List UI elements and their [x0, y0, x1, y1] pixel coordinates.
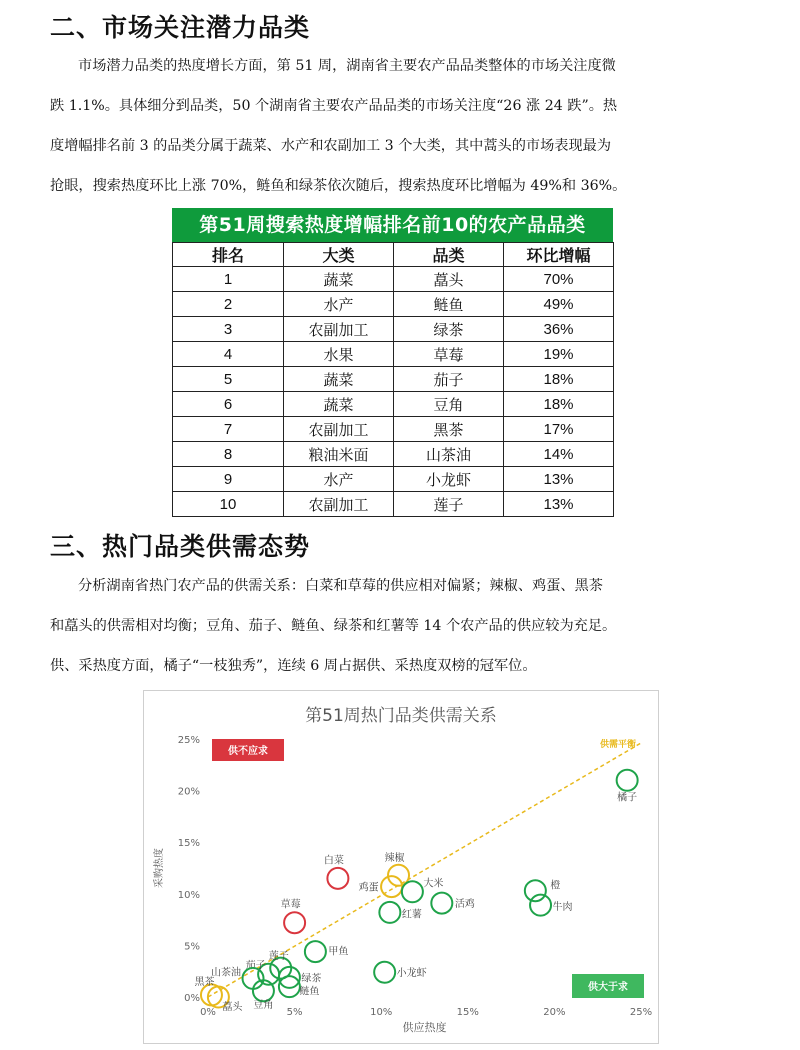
y-tick-label: 15% — [177, 838, 200, 850]
cell-category: 蔬菜 — [284, 267, 394, 292]
table-row — [173, 492, 614, 517]
y-axis-label: 采购热度 — [154, 848, 165, 888]
cell-growth: 18% — [504, 367, 614, 392]
scatter-point — [279, 976, 300, 997]
chart-svg — [144, 691, 658, 1043]
cell-growth: 13% — [504, 492, 614, 517]
point-label: 绿茶 — [301, 973, 322, 985]
cell-growth: 36% — [504, 317, 614, 342]
paragraph-line: 度增幅排名前 3 的品类分属于蔬菜、水产和农副加工 3 个大类，其中蒿头的市场表现最为 — [50, 138, 612, 154]
scatter-point — [530, 895, 551, 916]
cell-rank: 6 — [173, 392, 284, 417]
cell-category: 水产 — [284, 467, 394, 492]
y-tick-label: 25% — [177, 735, 200, 746]
paragraph-line: 抢眼，搜索热度环比上涨 70%，鲢鱼和绿茶依次随后，搜索热度环比增幅为 49%和 36%。 — [50, 178, 627, 194]
cell-item: 草莓 — [394, 342, 504, 367]
cell-item: 莲子 — [394, 492, 504, 517]
y-tick-label: 5% — [184, 941, 200, 953]
cell-growth: 19% — [504, 342, 614, 367]
scatter-point — [617, 770, 638, 791]
cell-rank: 7 — [173, 417, 284, 442]
cell-rank: 1 — [173, 267, 284, 292]
x-tick-label: 25% — [629, 1007, 653, 1018]
paragraph-line: 市场潜力品类的热度增长方面，第 51 周，湖南省主要农产品品类整体的市场关注度微 — [78, 58, 616, 74]
x-tick-label: 0% — [200, 1007, 216, 1018]
x-axis-label: 供应热度 — [402, 1021, 447, 1034]
cell-item: 茄子 — [394, 367, 504, 392]
point-label: 橘子 — [617, 792, 638, 804]
scatter-point — [402, 881, 423, 902]
x-tick-label: 10% — [370, 1007, 393, 1018]
x-tick-label: 15% — [456, 1007, 479, 1018]
point-label: 大米 — [423, 878, 444, 890]
point-label: 小龙虾 — [396, 968, 427, 980]
cell-item: 绿茶 — [394, 317, 504, 342]
table-row — [173, 442, 614, 467]
section-heading-potential: 二、市场关注潜力品类 — [50, 13, 311, 42]
x-tick-label: 20% — [543, 1007, 566, 1018]
paragraph-line: 跌 1.1%。具体细分到品类，50 个湖南省主要农产品品类的市场关注度“26 涨 24 跌”。热 — [50, 98, 618, 114]
cell-growth: 17% — [504, 417, 614, 442]
paragraph-line: 供、采热度方面，橘子“一枝独秀”，连续 6 周占据供、采热度双榜的冠军位。 — [50, 658, 537, 674]
cell-category: 水产 — [284, 292, 394, 317]
cell-category: 水果 — [284, 342, 394, 367]
header-rank: 排名 — [173, 243, 284, 267]
table-row — [173, 392, 614, 417]
cell-item: 鲢鱼 — [394, 292, 504, 317]
table-row — [173, 267, 614, 292]
table-row — [173, 367, 614, 392]
balance-line-label: 供需平衡 — [599, 740, 636, 750]
point-label: 山茶油 — [211, 967, 242, 979]
y-tick-label: 20% — [177, 786, 200, 798]
scatter-point — [279, 967, 300, 988]
section-paragraph-potential — [50, 46, 750, 206]
header-category: 大类 — [284, 243, 394, 267]
scatter-point — [284, 912, 305, 933]
cell-growth: 49% — [504, 292, 614, 317]
y-tick-label: 10% — [177, 889, 200, 901]
point-label: 豆角 — [253, 999, 274, 1011]
paragraph-line: 分析湖南省热门农产品的供需关系：白菜和草莓的供应相对偏紧；辣椒、鸡蛋、黑茶 — [78, 578, 603, 594]
region-label-ample: 供大于求 — [588, 982, 628, 993]
ranking-table-block — [172, 208, 613, 517]
cell-item: 山茶油 — [394, 442, 504, 467]
cell-category: 蔬菜 — [284, 392, 394, 417]
cell-rank: 3 — [173, 317, 284, 342]
table-header-row — [173, 243, 614, 267]
cell-item: 藠头 — [394, 267, 504, 292]
cell-category: 粮油米面 — [284, 442, 394, 467]
point-label: 藠头 — [222, 1002, 243, 1013]
table-row — [173, 292, 614, 317]
cell-item: 豆角 — [394, 392, 504, 417]
cell-rank: 9 — [173, 467, 284, 492]
paragraph-line: 和藠头的供需相对均衡；豆角、茄子、鲢鱼、绿茶和红薯等 14 个农产品的供应较为充足。 — [50, 618, 617, 634]
cell-growth: 13% — [504, 467, 614, 492]
cell-growth: 14% — [504, 442, 614, 467]
cell-category: 农副加工 — [284, 492, 394, 517]
table-row — [173, 417, 614, 442]
table-row — [173, 342, 614, 367]
cell-item: 黑茶 — [394, 417, 504, 442]
supply-demand-chart — [143, 690, 659, 1044]
point-label: 红薯 — [401, 909, 422, 921]
section-paragraph-supply-demand — [50, 566, 750, 686]
header-item: 品类 — [394, 243, 504, 267]
point-label: 茄子 — [245, 960, 266, 972]
table-title: 第51周搜索热度增幅排名前10的农产品品类 — [172, 208, 613, 242]
header-growth: 环比增幅 — [504, 243, 614, 267]
cell-rank: 5 — [173, 367, 284, 392]
cell-growth: 70% — [504, 267, 614, 292]
cell-rank: 10 — [173, 492, 284, 517]
point-label: 活鸡 — [454, 899, 475, 911]
region-label-short: 供不应求 — [228, 746, 268, 757]
scatter-point — [525, 880, 546, 901]
point-label: 黑茶 — [194, 976, 215, 988]
table-row — [173, 317, 614, 342]
cell-item: 小龙虾 — [394, 467, 504, 492]
scatter-point — [379, 902, 400, 923]
x-tick-label: 5% — [286, 1007, 303, 1018]
point-label: 牛肉 — [552, 902, 573, 914]
cell-rank: 8 — [173, 442, 284, 467]
point-label: 草莓 — [280, 899, 301, 911]
chart-title: 第51周热门品类供需关系 — [305, 706, 497, 726]
scatter-point — [305, 941, 326, 962]
point-label: 鲢鱼 — [299, 986, 320, 998]
ranking-table — [172, 242, 614, 517]
scatter-point — [327, 868, 348, 889]
cell-category: 农副加工 — [284, 417, 394, 442]
section-heading-supply-demand: 三、热门品类供需态势 — [50, 532, 311, 561]
scatter-point — [431, 893, 452, 914]
point-label: 莲子 — [268, 951, 289, 963]
point-label: 鸡蛋 — [358, 882, 379, 894]
point-label: 橙 — [550, 880, 561, 892]
cell-rank: 4 — [173, 342, 284, 367]
point-label: 白菜 — [323, 855, 344, 867]
cell-category: 农副加工 — [284, 317, 394, 342]
cell-growth: 18% — [504, 392, 614, 417]
y-tick-label: 0% — [184, 993, 200, 1004]
cell-category: 蔬菜 — [284, 367, 394, 392]
point-label: 甲鱼 — [328, 946, 349, 958]
table-row — [173, 467, 614, 492]
cell-rank: 2 — [173, 292, 284, 317]
scatter-point — [374, 962, 395, 983]
point-label: 辣椒 — [384, 853, 405, 865]
